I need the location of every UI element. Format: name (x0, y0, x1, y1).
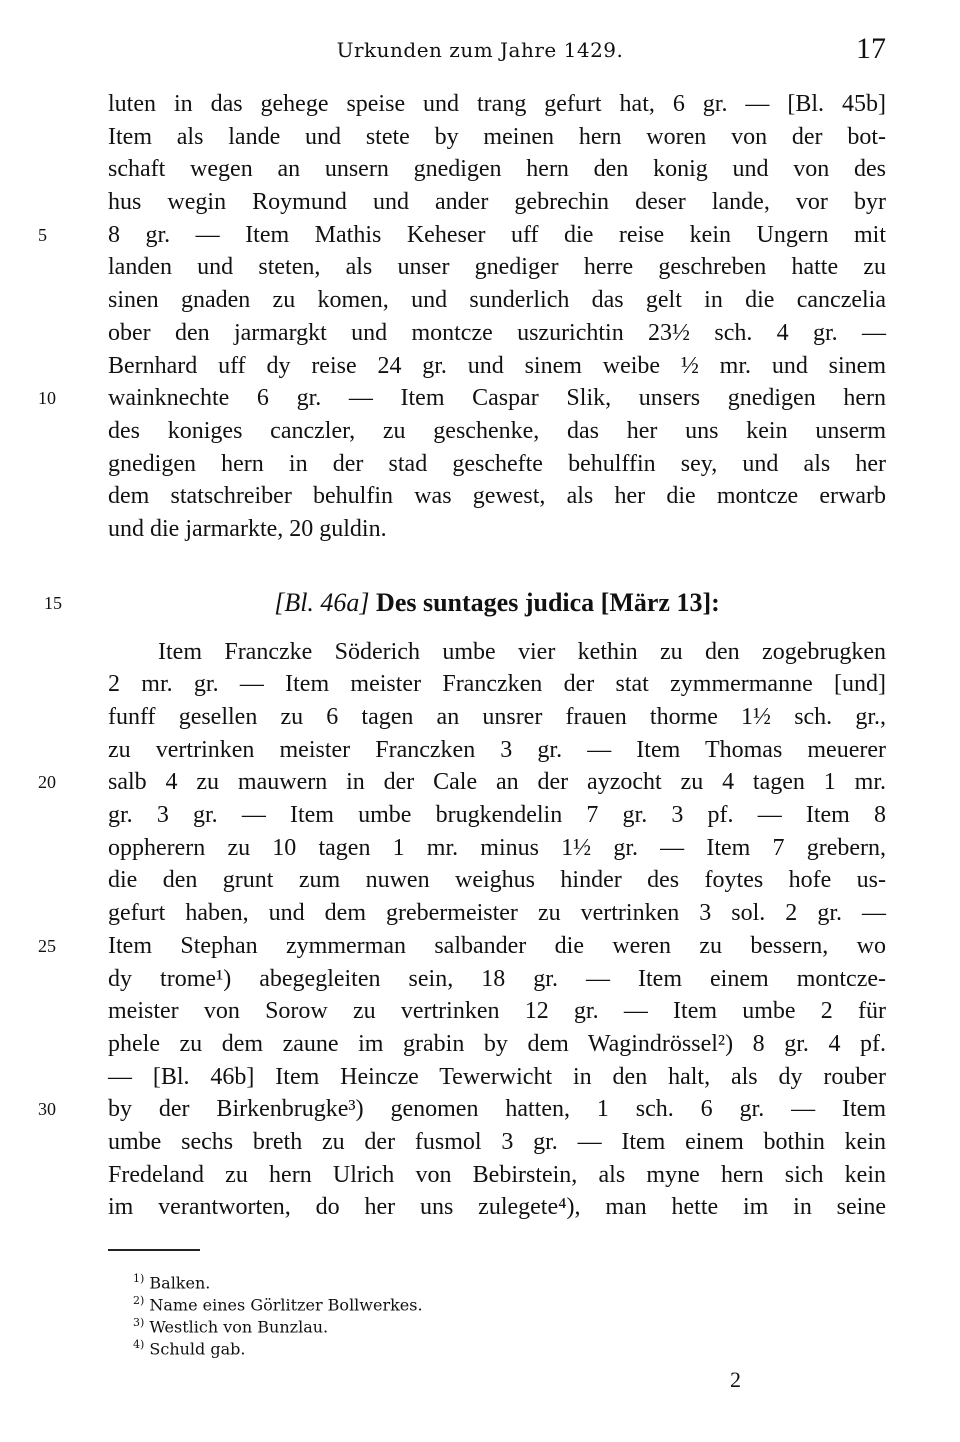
line-text: by der Birkenbrugke³) genomen hatten, 1 sch. 6 gr. — Item (108, 1096, 886, 1123)
text-line (108, 317, 886, 350)
line-text: gr. 3 gr. — Item umbe brugkendelin 7 gr. 3 pf. — Item 8 (108, 802, 886, 829)
paragraph-2 (38, 636, 886, 1224)
text-line (38, 930, 886, 963)
line-text: 2 mr. gr. — Item meister Franczken der stat zymmermanne [und] (108, 671, 886, 698)
line-text: Item Stephan zymmerman salbander die weren zu bessern, wo (108, 932, 886, 959)
footnote-mark: 1) (133, 1272, 145, 1285)
text-line (108, 995, 886, 1028)
text-line (108, 864, 886, 897)
footnote (133, 1312, 733, 1337)
line-text: 8 gr. — Item Mathis Keheser uff die reise kein Ungern mit (108, 221, 886, 248)
line-text: Item Franczke Söderich umbe vier kethin zu den zogebrugken (158, 638, 886, 665)
line-number: 15 (44, 592, 62, 613)
text-line (108, 251, 886, 284)
line-text: Bernhard uff dy reise 24 gr. und sinem weibe ½ mr. und sinem (108, 352, 886, 379)
line-text: meister von Sorow zu vertrinken 12 gr. — Item umbe 2 für (108, 998, 886, 1025)
footnote-text: Name eines Görlitzer Bollwerkes. (149, 1295, 423, 1315)
text-line (38, 382, 886, 415)
line-number: 30 (38, 1099, 56, 1120)
running-head: Urkunden zum Jahre 1429. (336, 38, 624, 62)
line-text: zu vertrinken meister Franczken 3 gr. — Item Thomas meuerer (108, 736, 886, 763)
footnote-mark: 3) (133, 1316, 145, 1329)
line-number: 10 (38, 388, 56, 409)
line-text: dem statschreiber behulfin was gewest, als her die montcze erwarb (108, 483, 886, 510)
line-text: des koniges canczler, zu geschenke, das her uns kein unserm (108, 417, 886, 444)
footnotes (133, 1268, 733, 1359)
text-line (108, 799, 886, 832)
text-line (108, 734, 886, 767)
footnote (133, 1268, 733, 1293)
paragraph-1 (38, 88, 886, 546)
footnote (133, 1334, 733, 1359)
footnote-rule (108, 1249, 200, 1251)
line-text: gnedigen hern in der stad geschefte behulffin sey, und als her (108, 450, 886, 477)
line-text: phele zu dem zaune im grabin by dem Wagindrössel²) 8 gr. 4 pf. (108, 1030, 886, 1057)
line-text: dy trome¹) abegegleiten sein, 18 gr. — Item einem montcze- (108, 965, 886, 992)
line-text: funff gesellen zu 6 tagen an unsrer frauen thorme 1½ sch. gr., (108, 704, 886, 730)
heading-folio: [Bl. 46a] (274, 587, 370, 617)
line-text: gefurt haben, und dem grebermeister zu vertrinken 3 sol. 2 gr. — (108, 900, 886, 927)
footnote-mark: 4) (133, 1338, 145, 1351)
footnote-text: Balken. (149, 1273, 211, 1293)
line-text: schaft wegen an unsern gnedigen hern den konig und von des (108, 156, 886, 183)
line-number: 20 (38, 772, 56, 793)
text-line (108, 350, 886, 383)
text-line (108, 1061, 886, 1094)
text-line (108, 88, 886, 121)
text-line (38, 219, 886, 252)
line-text: ober den jarmargkt und montcze uszurichtin 23½ sch. 4 gr. — (108, 319, 886, 346)
section-heading (44, 570, 886, 636)
line-text: wainknechte 6 gr. — Item Caspar Slik, unsers gnedigen hern (108, 385, 886, 412)
line-number: 5 (38, 224, 47, 245)
text-line (108, 1028, 886, 1061)
text-line (108, 1191, 886, 1224)
text-line (108, 153, 886, 186)
footnote (133, 1290, 733, 1315)
text-line (108, 448, 886, 481)
line-text: hus wegin Roymund und ander gebrechin deser lande, vor byr (108, 189, 886, 216)
line-text: und die jarmarkte, 20 guldin. (108, 515, 387, 542)
line-text: salb 4 zu mauwern in der Cale an der ayzocht zu 4 tagen 1 mr. (108, 769, 886, 796)
text-line (108, 1159, 886, 1192)
line-text: landen und steten, als unser gnediger herre geschreben hatte zu (108, 254, 886, 281)
text-line (108, 513, 886, 546)
text-line (108, 415, 886, 448)
line-text: im verantworten, do her uns zulegete⁴), man hette im in seine (108, 1194, 886, 1221)
text-line (108, 121, 886, 154)
text-line (108, 701, 886, 734)
footnote-mark: 2) (133, 1294, 145, 1307)
line-text: umbe sechs breth zu der fusmol 3 gr. — Item einem bothin kein (108, 1128, 886, 1155)
text-line (108, 897, 886, 930)
page-number: 17 (856, 32, 886, 65)
text-line (108, 832, 886, 865)
line-text: die den grunt zum nuwen weighus hinder des foytes hofe us- (108, 867, 886, 894)
body-text (38, 88, 886, 1224)
line-text: Item als lande und stete by meinen hern woren von der bot- (108, 123, 886, 150)
text-line (38, 766, 886, 799)
text-line (38, 1093, 886, 1126)
heading-title: Des suntages judica [März 13]: (376, 587, 720, 617)
text-line (108, 1126, 886, 1159)
text-line (108, 963, 886, 996)
footnote-text: Schuld gab. (149, 1339, 246, 1359)
line-number: 25 (38, 935, 56, 956)
text-line (108, 186, 886, 219)
line-text: sinen gnaden zu komen, und sunderlich das gelt in die canczelia (108, 287, 886, 314)
footnote-text: Westlich von Bunzlau. (149, 1317, 329, 1337)
signature-mark: 2 (730, 1367, 741, 1392)
line-text: oppherern zu 10 tagen 1 mr. minus 1½ gr. — Item 7 grebern, (108, 834, 886, 861)
text-line (108, 636, 886, 669)
page-header (0, 32, 960, 72)
line-text: luten in das gehege speise und trang gefurt hat, 6 gr. — [Bl. 45b] (108, 91, 886, 117)
line-text: Fredeland zu hern Ulrich von Bebirstein, als myne hern sich kein (108, 1161, 886, 1188)
text-line (108, 668, 886, 701)
text-line (108, 284, 886, 317)
text-line (108, 480, 886, 513)
line-text: — [Bl. 46b] Item Heincze Tewerwicht in den halt, als dy rouber (108, 1063, 886, 1090)
